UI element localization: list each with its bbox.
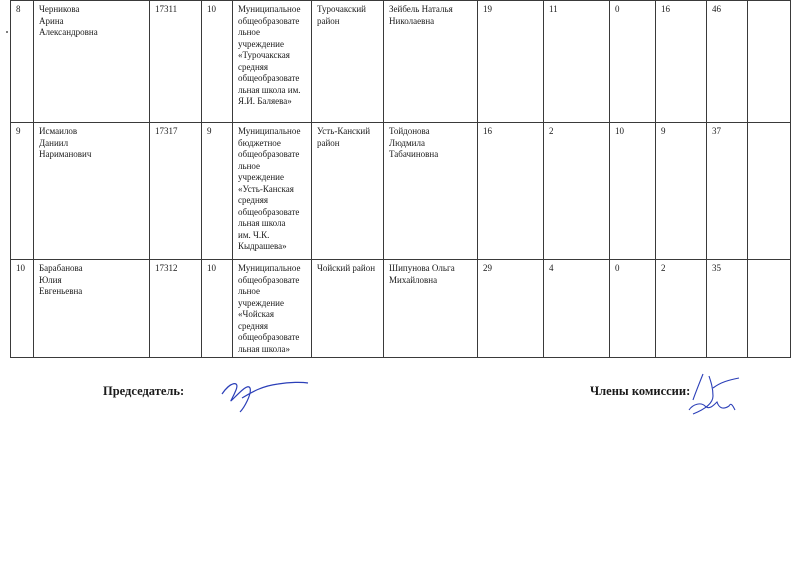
task2-score-cell: 4 bbox=[544, 260, 610, 358]
teacher-cell-line: Людмила bbox=[389, 137, 425, 148]
school-cell-line: Кыдрашева» bbox=[238, 241, 287, 251]
teacher-cell-line: Тойдонова bbox=[389, 126, 430, 136]
participant-name-cell-line: Евгеньевна bbox=[39, 286, 83, 296]
row-number-cell: 10 bbox=[11, 260, 34, 358]
participant-code-cell: 17312 bbox=[150, 260, 202, 358]
total-score-cell: 37 bbox=[707, 123, 748, 260]
participant-name-cell-line: Нариманович bbox=[39, 149, 92, 159]
participant-name-cell-line: Барабанова bbox=[39, 263, 83, 273]
school-cell-line: учреждение bbox=[238, 172, 284, 182]
district-cell-line: Чойский район bbox=[317, 263, 376, 273]
row-number-cell: 8 bbox=[11, 1, 34, 123]
participant-name-cell-line: Арина bbox=[39, 15, 64, 26]
school-cell-line: учреждение bbox=[238, 38, 284, 49]
school-cell-line: общеобразовате bbox=[238, 332, 300, 342]
signature-stroke bbox=[689, 374, 739, 414]
school-cell-line: льная школа bbox=[238, 218, 286, 228]
school-cell-line: бюджетное bbox=[238, 137, 281, 148]
row-number-cell: 9 bbox=[11, 123, 34, 260]
school-cell-line: «Чойская bbox=[238, 309, 275, 319]
task3-score-cell: 0 bbox=[610, 260, 656, 358]
participant-name-cell-line: Черникова bbox=[39, 4, 80, 14]
task2-score-cell: 11 bbox=[544, 1, 610, 123]
participant-name-cell-line: Исмаилов bbox=[39, 126, 78, 136]
task2-score-cell: 2 bbox=[544, 123, 610, 260]
school-cell-line: Я.И. Баляева» bbox=[238, 96, 292, 106]
teacher-cell-line: Николаевна bbox=[389, 15, 435, 26]
school-cell-line: общеобразовате bbox=[238, 206, 300, 217]
teacher-cell-line: Михайловна bbox=[389, 274, 438, 285]
school-cell-line: льное bbox=[238, 160, 261, 171]
table-row bbox=[11, 260, 791, 358]
participant-code-cell: 17317 bbox=[150, 123, 202, 260]
table-row bbox=[11, 123, 791, 260]
commission-members-label: Члены комиссии: bbox=[590, 384, 691, 398]
district-cell-line: Усть-Канский bbox=[317, 126, 371, 136]
district-cell-line: район bbox=[317, 15, 340, 26]
school-cell-line: общеобразовате bbox=[238, 149, 300, 159]
grade-cell: 10 bbox=[202, 1, 233, 123]
results-table bbox=[10, 0, 791, 358]
teacher-cell bbox=[384, 260, 478, 358]
task4-score-cell: 9 bbox=[656, 123, 707, 260]
district-cell bbox=[312, 260, 384, 358]
signature-stroke bbox=[222, 382, 308, 412]
participant-code-cell: 17311 bbox=[150, 1, 202, 123]
school-cell-line: Муниципальное bbox=[238, 4, 301, 14]
teacher-cell-line: Табачиновна bbox=[389, 149, 439, 159]
school-cell-line: «Турочакская bbox=[238, 50, 290, 60]
task1-score-cell: 29 bbox=[478, 260, 544, 358]
school-cell-line: общеобразовате bbox=[238, 274, 300, 285]
chairman-label: Председатель: bbox=[103, 384, 185, 398]
teacher-cell bbox=[384, 1, 478, 123]
school-cell bbox=[233, 260, 312, 358]
participant-name-cell-line: Даниил bbox=[39, 137, 69, 148]
district-cell bbox=[312, 123, 384, 260]
school-cell-line: средняя bbox=[238, 320, 269, 331]
school-cell bbox=[233, 123, 312, 260]
participant-name-cell bbox=[34, 123, 150, 260]
participant-name-cell bbox=[34, 260, 150, 358]
task1-score-cell: 16 bbox=[478, 123, 544, 260]
place-cell bbox=[748, 1, 791, 123]
school-cell bbox=[233, 1, 312, 123]
total-score-cell: 35 bbox=[707, 260, 748, 358]
school-cell-line: учреждение bbox=[238, 297, 284, 308]
place-cell bbox=[748, 123, 791, 260]
chairman-signature bbox=[218, 374, 310, 416]
table-row bbox=[11, 1, 791, 123]
teacher-cell bbox=[384, 123, 478, 260]
participant-name-cell-line: Юлия bbox=[39, 274, 62, 285]
task3-score-cell: 10 bbox=[610, 123, 656, 260]
school-cell-line: льное bbox=[238, 27, 261, 37]
school-cell-line: льная школа им. bbox=[238, 84, 301, 95]
task3-score-cell: 0 bbox=[610, 1, 656, 123]
school-cell-line: средняя bbox=[238, 61, 269, 72]
task4-score-cell: 2 bbox=[656, 260, 707, 358]
district-cell-line: Турочакский bbox=[317, 4, 366, 14]
school-cell-line: общеобразовате bbox=[238, 73, 300, 83]
scan-speck bbox=[6, 31, 8, 33]
total-score-cell: 46 bbox=[707, 1, 748, 123]
task4-score-cell: 16 bbox=[656, 1, 707, 123]
task1-score-cell: 19 bbox=[478, 1, 544, 123]
district-cell bbox=[312, 1, 384, 123]
participant-name-cell-line: Александровна bbox=[39, 27, 98, 37]
grade-cell: 9 bbox=[202, 123, 233, 260]
teacher-cell-line: Зейбель Наталья bbox=[389, 4, 453, 14]
place-cell bbox=[748, 260, 791, 358]
teacher-cell-line: Шипунова Ольга bbox=[389, 263, 455, 273]
school-cell-line: им. Ч.К. bbox=[238, 229, 270, 240]
school-cell-line: Муниципальное bbox=[238, 126, 301, 136]
district-cell-line: район bbox=[317, 137, 340, 148]
participant-name-cell bbox=[34, 1, 150, 123]
grade-cell: 10 bbox=[202, 260, 233, 358]
school-cell-line: «Усть-Канская bbox=[238, 183, 294, 194]
members-signature bbox=[683, 370, 743, 422]
school-cell-line: Муниципальное bbox=[238, 263, 301, 273]
school-cell-line: льная школа» bbox=[238, 343, 291, 354]
school-cell-line: льное bbox=[238, 286, 261, 296]
school-cell-line: общеобразовате bbox=[238, 15, 300, 26]
school-cell-line: средняя bbox=[238, 195, 269, 205]
